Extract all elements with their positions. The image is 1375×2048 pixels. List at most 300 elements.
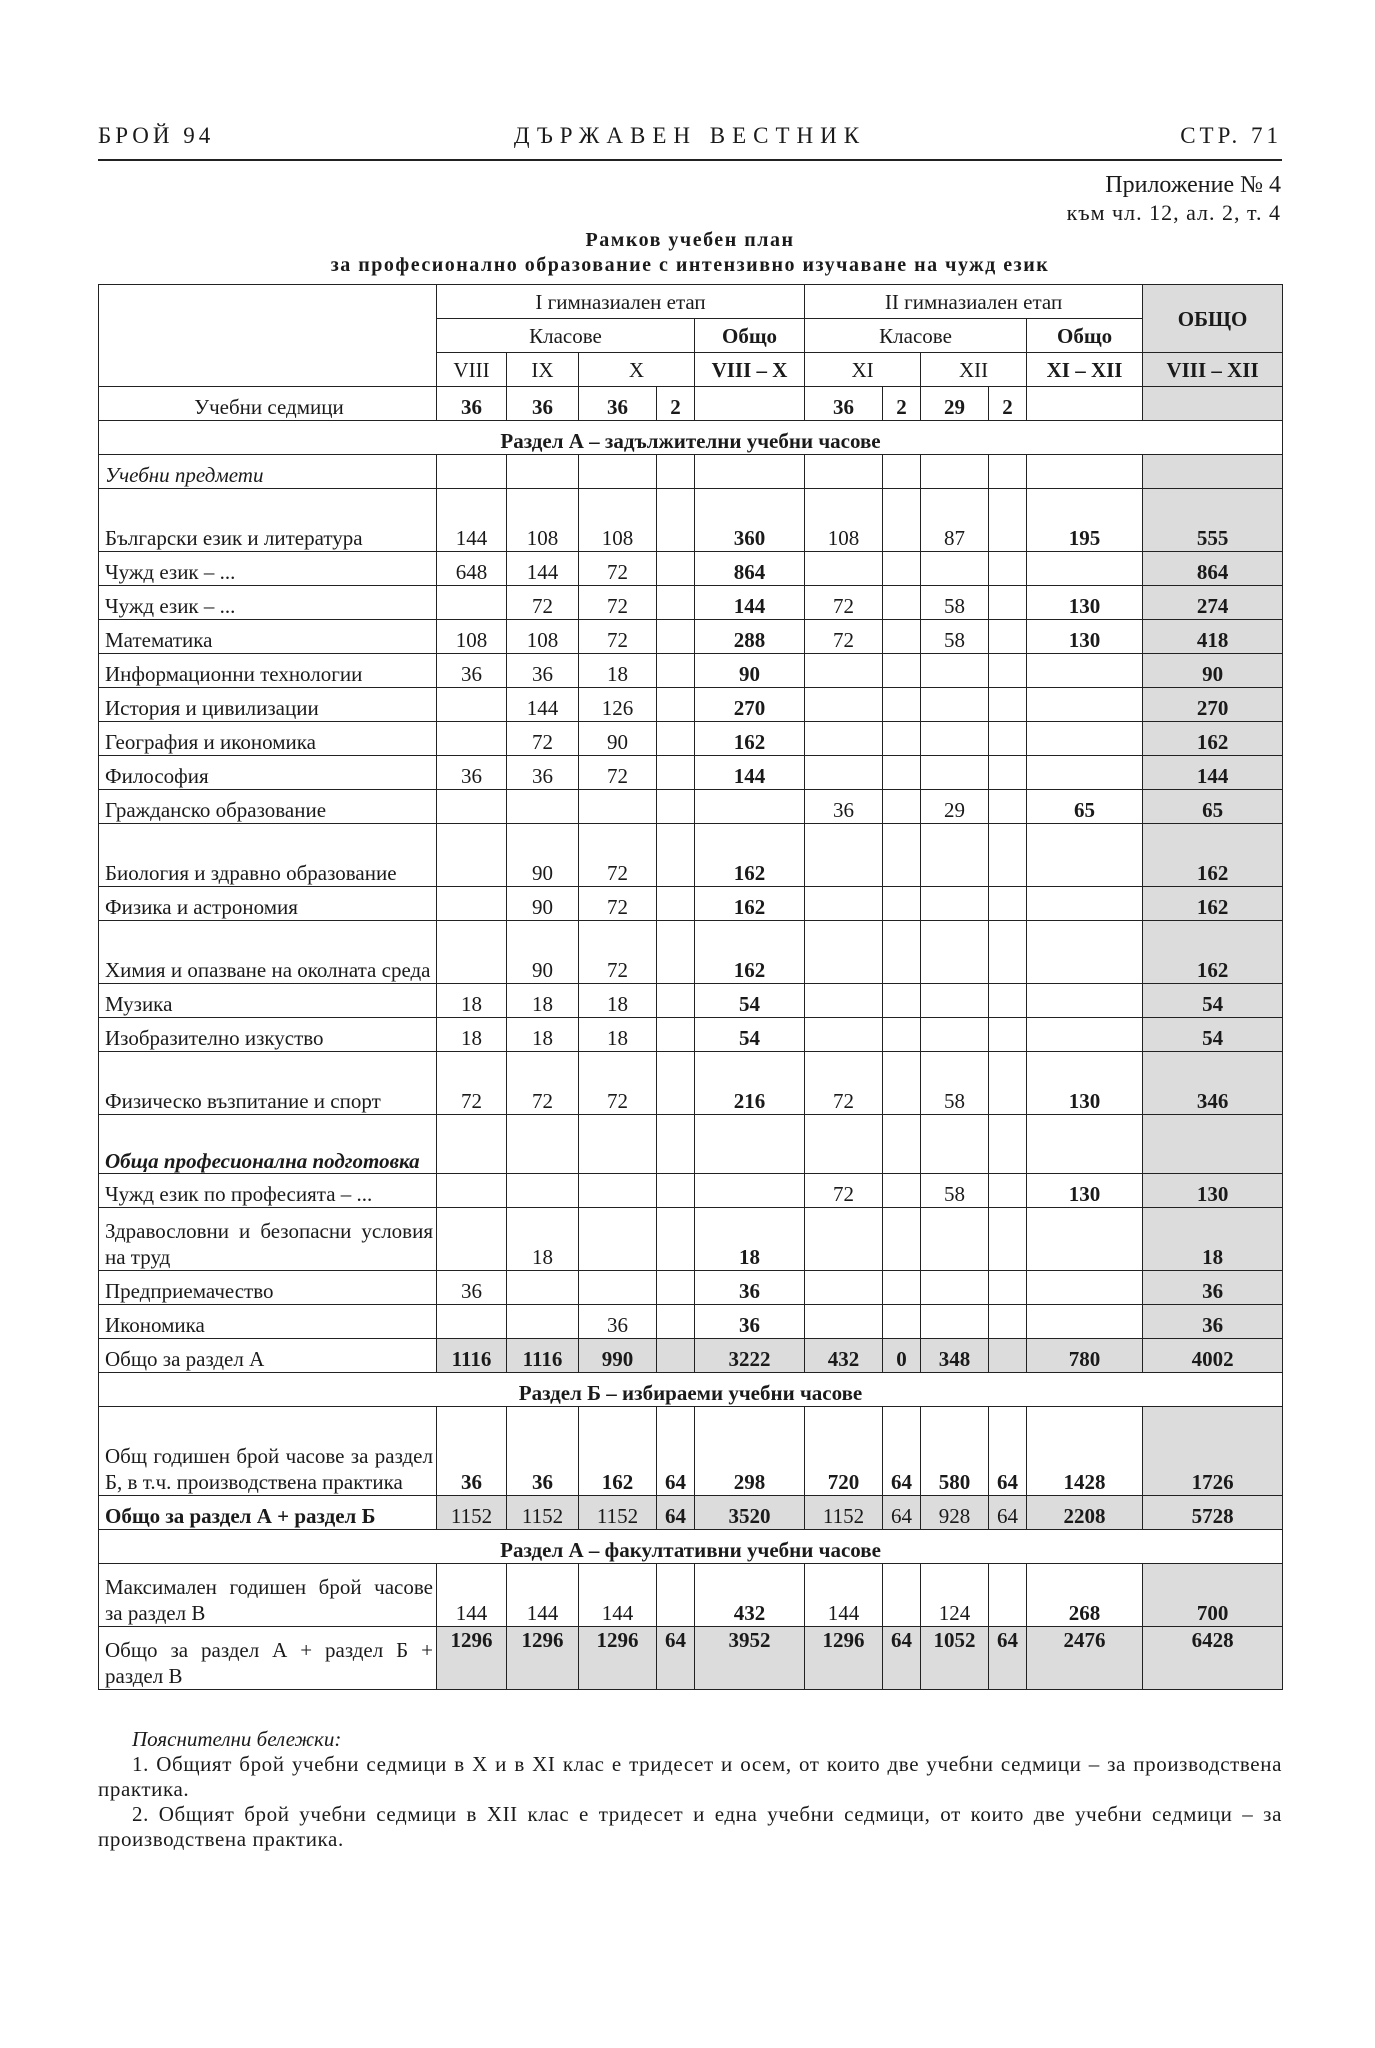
table-cell: 1116 [437,1339,507,1373]
table-cell: 72 [507,1052,579,1115]
table-cell [921,984,989,1018]
table-cell [805,1305,883,1339]
table-cell: 64 [883,1496,921,1530]
table-cell: 1726 [1143,1407,1283,1496]
table-cell: 162 [695,921,805,984]
table-cell [657,887,695,921]
table-cell: 0 [883,1339,921,1373]
table-cell: 1296 [579,1627,657,1690]
table-cell [989,489,1027,552]
table-cell: 418 [1143,620,1283,654]
note-1: 1. Общият брой учебни седмици в X и в XI клас е тридесет и осем, от които две учебни седмици – за производствена практика. [98,1752,1282,1801]
table-cell [989,552,1027,586]
table-cell: 162 [695,824,805,887]
row-label: Информационни технологии [99,654,437,688]
table-cell: 72 [805,1052,883,1115]
table-cell: 72 [579,887,657,921]
table-cell: 130 [1027,620,1143,654]
table-cell: 64 [989,1496,1027,1530]
table-cell [657,1271,695,1305]
table-row [99,1018,1283,1052]
table-cell [989,1018,1027,1052]
header-stage1: I гимназиален етап [437,285,805,319]
table-cell: 360 [695,489,805,552]
table-cell: 130 [1143,1174,1283,1208]
table-cell: 144 [695,586,805,620]
table-cell [657,620,695,654]
table-cell: 36 [1143,1271,1283,1305]
table-cell: 162 [695,722,805,756]
table-cell: 3952 [695,1627,805,1690]
table-cell: 90 [579,722,657,756]
table-cell: 54 [1143,984,1283,1018]
doc-subtitle: за професионално образование с интензивно изучаване на чужд език [330,254,1050,276]
notes-heading: Пояснителни бележки: [132,1727,342,1751]
table-cell [883,984,921,1018]
table-cell: 580 [921,1407,989,1496]
table-cell [921,756,989,790]
table-cell: 58 [921,586,989,620]
table-cell [1027,688,1143,722]
table-cell: 195 [1027,489,1143,552]
table-cell [657,756,695,790]
header-classes-2: Класове [805,319,1027,353]
table-cell [921,824,989,887]
table-cell: 3222 [695,1339,805,1373]
table-cell: 268 [1027,1564,1143,1627]
appendix-ref [1067,172,1281,226]
table-cell [1027,921,1143,984]
table-cell: 144 [507,552,579,586]
table-cell: 72 [579,620,657,654]
section-v-row [99,1564,1283,1627]
table-cell [1143,387,1283,421]
row-label: Музика [99,984,437,1018]
table-cell [507,1305,579,1339]
table-cell: 144 [1143,756,1283,790]
gazette-name: ДЪРЖАВЕН ВЕСТНИК [513,123,867,148]
table-cell: 144 [695,756,805,790]
table-cell: 29 [921,790,989,824]
table-cell: 72 [579,1052,657,1115]
table-cell [805,756,883,790]
table-row [99,1174,1283,1208]
table-cell: 346 [1143,1052,1283,1115]
table-cell: 126 [579,688,657,722]
section-a-heading: Раздел А – задължителни учебни часове [99,421,1283,455]
table-cell: 130 [1027,586,1143,620]
table-cell: 54 [695,1018,805,1052]
table-cell: 162 [695,887,805,921]
header-subtotal-2: Общо [1027,319,1143,353]
total-ab-row [99,1496,1283,1530]
table-cell: 2476 [1027,1627,1143,1690]
table-cell: 144 [507,688,579,722]
row-label: Общо за раздел А + раздел Б [99,1496,437,1530]
table-cell [921,1271,989,1305]
table-row [99,790,1283,824]
row-label: История и цивилизации [99,688,437,722]
table-cell: 1052 [921,1627,989,1690]
table-cell [883,586,921,620]
table-cell [657,790,695,824]
table-cell: 36 [579,387,657,421]
table-cell: 780 [1027,1339,1143,1373]
table-cell [695,387,805,421]
table-cell [437,586,507,620]
row-label: Физическо възпитание и спорт [99,1052,437,1115]
doc-title: Рамков учебен план [585,229,795,251]
table-cell: 864 [1143,552,1283,586]
professional-heading: Обща професионална подготовка [99,1115,437,1174]
note-2: 2. Общият брой учебни седмици в XII клас е тридесет и една учебни седмици, от които две учебни седмици – за производствена практика. [98,1802,1282,1851]
table-cell [989,1564,1027,1627]
table-cell [1027,1305,1143,1339]
row-label: Икономика [99,1305,437,1339]
header-range-11-12: XI – XII [1027,353,1143,387]
table-cell [657,984,695,1018]
header-stage2: II гимназиален етап [805,285,1143,319]
page-number: СТР. 71 [1180,123,1282,148]
table-cell [437,921,507,984]
table-cell [989,921,1027,984]
page-header [98,123,1282,161]
table-cell: 18 [507,1018,579,1052]
table-cell [437,1305,507,1339]
row-label: Чужд език – ... [99,552,437,586]
table-cell [1027,824,1143,887]
table-cell [657,552,695,586]
table-cell [989,790,1027,824]
table-cell [805,654,883,688]
table-cell: 18 [507,984,579,1018]
header-blank-cell [99,285,437,387]
table-cell [657,489,695,552]
appendix-line2: към чл. 12, ал. 2, т. 4 [1066,200,1281,225]
row-label: Максимален годишен брой часове за раздел В [99,1564,437,1627]
table-cell: 36 [437,1407,507,1496]
table-cell: 928 [921,1496,989,1530]
table-cell [989,688,1027,722]
table-cell: 72 [805,1174,883,1208]
row-label: Български език и литература [99,489,437,552]
table-cell: 162 [1143,921,1283,984]
table-cell: 108 [507,489,579,552]
table-cell [1027,387,1143,421]
table-cell [989,722,1027,756]
table-cell: 990 [579,1339,657,1373]
table-cell [1027,1018,1143,1052]
table-cell [921,722,989,756]
table-cell: 72 [805,586,883,620]
row-label: География и икономика [99,722,437,756]
table-cell: 108 [507,620,579,654]
total-abv-row [99,1627,1283,1690]
table-row [99,756,1283,790]
table-cell: 54 [1143,1018,1283,1052]
table-row [99,1305,1283,1339]
header-classes-1: Класове [437,319,695,353]
table-cell: 1152 [579,1496,657,1530]
table-cell: 270 [695,688,805,722]
table-cell: 298 [695,1407,805,1496]
table-cell [883,620,921,654]
table-cell [805,1271,883,1305]
appendix-line1: Приложение № 4 [1105,172,1281,198]
table-row [99,722,1283,756]
table-cell: 648 [437,552,507,586]
table-cell: 64 [989,1407,1027,1496]
row-label: Гражданско образование [99,790,437,824]
table-cell [1027,756,1143,790]
table-cell [989,887,1027,921]
table-cell [805,887,883,921]
table-cell [1027,1208,1143,1271]
table-cell [883,1564,921,1627]
table-cell: 130 [1027,1052,1143,1115]
row-label: Общо за раздел А + раздел Б + раздел В [99,1627,437,1690]
table-cell: 72 [579,756,657,790]
table-cell: 36 [695,1305,805,1339]
table-cell [883,1174,921,1208]
table-cell: 18 [437,984,507,1018]
table-cell: 124 [921,1564,989,1627]
table-cell [805,1018,883,1052]
section-b-heading: Раздел Б – избираеми учебни часове [99,1373,1283,1407]
table-cell: 162 [1143,824,1283,887]
table-cell [989,1339,1027,1373]
table-row [99,586,1283,620]
table-cell [921,1305,989,1339]
table-cell: 90 [1143,654,1283,688]
table-row [99,688,1283,722]
row-label: Химия и опазване на околната среда [99,921,437,984]
table-cell [883,1052,921,1115]
table-cell: 18 [437,1018,507,1052]
header-grade-9: IX [507,353,579,387]
table-cell [805,722,883,756]
table-cell: 216 [695,1052,805,1115]
table-row [99,1052,1283,1115]
table-cell [579,1208,657,1271]
table-cell: 72 [579,552,657,586]
table-cell: 36 [507,1407,579,1496]
table-cell: 288 [695,620,805,654]
table-row [99,489,1283,552]
table-cell: 144 [507,1564,579,1627]
table-row [99,620,1283,654]
table-cell: 72 [805,620,883,654]
table-cell [805,1208,883,1271]
weeks-row [99,387,1283,421]
table-cell: 144 [579,1564,657,1627]
table-row [99,552,1283,586]
table-cell [883,1271,921,1305]
table-cell [921,887,989,921]
table-cell: 18 [579,984,657,1018]
table-cell [437,1174,507,1208]
row-label: Чужд език – ... [99,586,437,620]
table-cell [805,824,883,887]
table-cell: 58 [921,1174,989,1208]
table-cell: 72 [579,586,657,620]
table-cell: 36 [695,1271,805,1305]
row-label: Изобразително изкуство [99,1018,437,1052]
table-cell: 2 [989,387,1027,421]
section-v-heading: Раздел А – факултативни учебни часове [99,1530,1283,1564]
table-cell: 72 [507,722,579,756]
table-cell [883,688,921,722]
table-cell: 36 [1143,1305,1283,1339]
header-subtotal-1: Общо [695,319,805,353]
header-range-8-10: VIII – X [695,353,805,387]
subjects-heading: Учебни предмети [99,455,437,489]
table-cell [657,1339,695,1373]
table-cell [1027,722,1143,756]
table-cell: 432 [695,1564,805,1627]
table-cell [437,1208,507,1271]
table-cell [805,984,883,1018]
table-cell [657,1564,695,1627]
table-cell [1027,887,1143,921]
table-cell: 108 [579,489,657,552]
row-label: Биология и здравно образование [99,824,437,887]
table-cell [921,1208,989,1271]
table-cell: 72 [579,824,657,887]
table-cell [657,921,695,984]
table-cell: 144 [437,489,507,552]
table-cell [657,1052,695,1115]
table-cell: 274 [1143,586,1283,620]
table-cell: 348 [921,1339,989,1373]
table-cell [657,1208,695,1271]
table-cell [1027,552,1143,586]
row-label: Математика [99,620,437,654]
table-cell: 432 [805,1339,883,1373]
table-cell [657,586,695,620]
table-cell [1027,1271,1143,1305]
table-cell: 36 [437,756,507,790]
table-cell: 3520 [695,1496,805,1530]
table-cell: 2208 [1027,1496,1143,1530]
table-cell: 2 [883,387,921,421]
table-cell: 162 [1143,722,1283,756]
table-cell [437,790,507,824]
table-cell: 1296 [507,1627,579,1690]
table-cell: 90 [507,887,579,921]
row-label: Физика и астрономия [99,887,437,921]
table-cell: 65 [1143,790,1283,824]
table-row [99,887,1283,921]
table-cell [883,824,921,887]
table-cell [507,1174,579,1208]
table-cell: 130 [1027,1174,1143,1208]
table-row [99,824,1283,887]
table-cell: 700 [1143,1564,1283,1627]
table-cell: 58 [921,1052,989,1115]
table-cell: 555 [1143,489,1283,552]
header-range-8-12: VIII – XII [1143,353,1283,387]
table-cell: 18 [1143,1208,1283,1271]
table-cell: 4002 [1143,1339,1283,1373]
table-cell [507,1271,579,1305]
table-cell [579,790,657,824]
table-cell [989,1052,1027,1115]
table-cell [989,756,1027,790]
explanatory-notes [98,1727,1282,1852]
table-cell: 36 [437,1271,507,1305]
section-b-row [99,1407,1283,1496]
table-cell [805,688,883,722]
table-cell: 18 [579,654,657,688]
table-cell [883,1208,921,1271]
table-cell [883,887,921,921]
header-grade-11: XI [805,353,921,387]
table-cell [1027,654,1143,688]
table-cell: 90 [507,824,579,887]
curriculum-table [98,284,1283,1690]
table-cell [805,552,883,586]
table-cell [989,620,1027,654]
row-label: Учебни седмици [99,387,437,421]
table-cell: 36 [507,756,579,790]
table-cell [989,586,1027,620]
table-cell: 72 [579,921,657,984]
table-cell [657,824,695,887]
table-cell: 1296 [437,1627,507,1690]
table-cell: 270 [1143,688,1283,722]
table-cell: 90 [695,654,805,688]
table-cell: 36 [579,1305,657,1339]
table-cell [989,1208,1027,1271]
table-cell [883,654,921,688]
table-cell [883,722,921,756]
table-cell: 90 [507,921,579,984]
header-grade-10: X [579,353,695,387]
table-row [99,654,1283,688]
table-cell: 2 [657,387,695,421]
table-cell [883,756,921,790]
table-cell [883,921,921,984]
table-cell: 64 [883,1407,921,1496]
table-cell: 1152 [805,1496,883,1530]
table-cell [657,722,695,756]
table-cell [883,790,921,824]
table-cell [921,688,989,722]
row-label: Чужд език по професията – ... [99,1174,437,1208]
table-cell: 108 [805,489,883,552]
table-cell: 1152 [437,1496,507,1530]
table-cell: 36 [805,387,883,421]
table-cell: 36 [437,654,507,688]
table-cell [437,887,507,921]
table-cell [921,1018,989,1052]
table-cell: 720 [805,1407,883,1496]
header-grade-8: VIII [437,353,507,387]
table-row [99,1271,1283,1305]
table-cell: 64 [657,1496,695,1530]
total-a-row [99,1339,1283,1373]
table-cell [989,824,1027,887]
table-cell: 72 [437,1052,507,1115]
table-cell: 108 [437,620,507,654]
table-cell [921,921,989,984]
table-cell: 864 [695,552,805,586]
table-cell: 36 [437,387,507,421]
table-cell: 64 [657,1407,695,1496]
table-cell: 58 [921,620,989,654]
table-cell: 36 [805,790,883,824]
